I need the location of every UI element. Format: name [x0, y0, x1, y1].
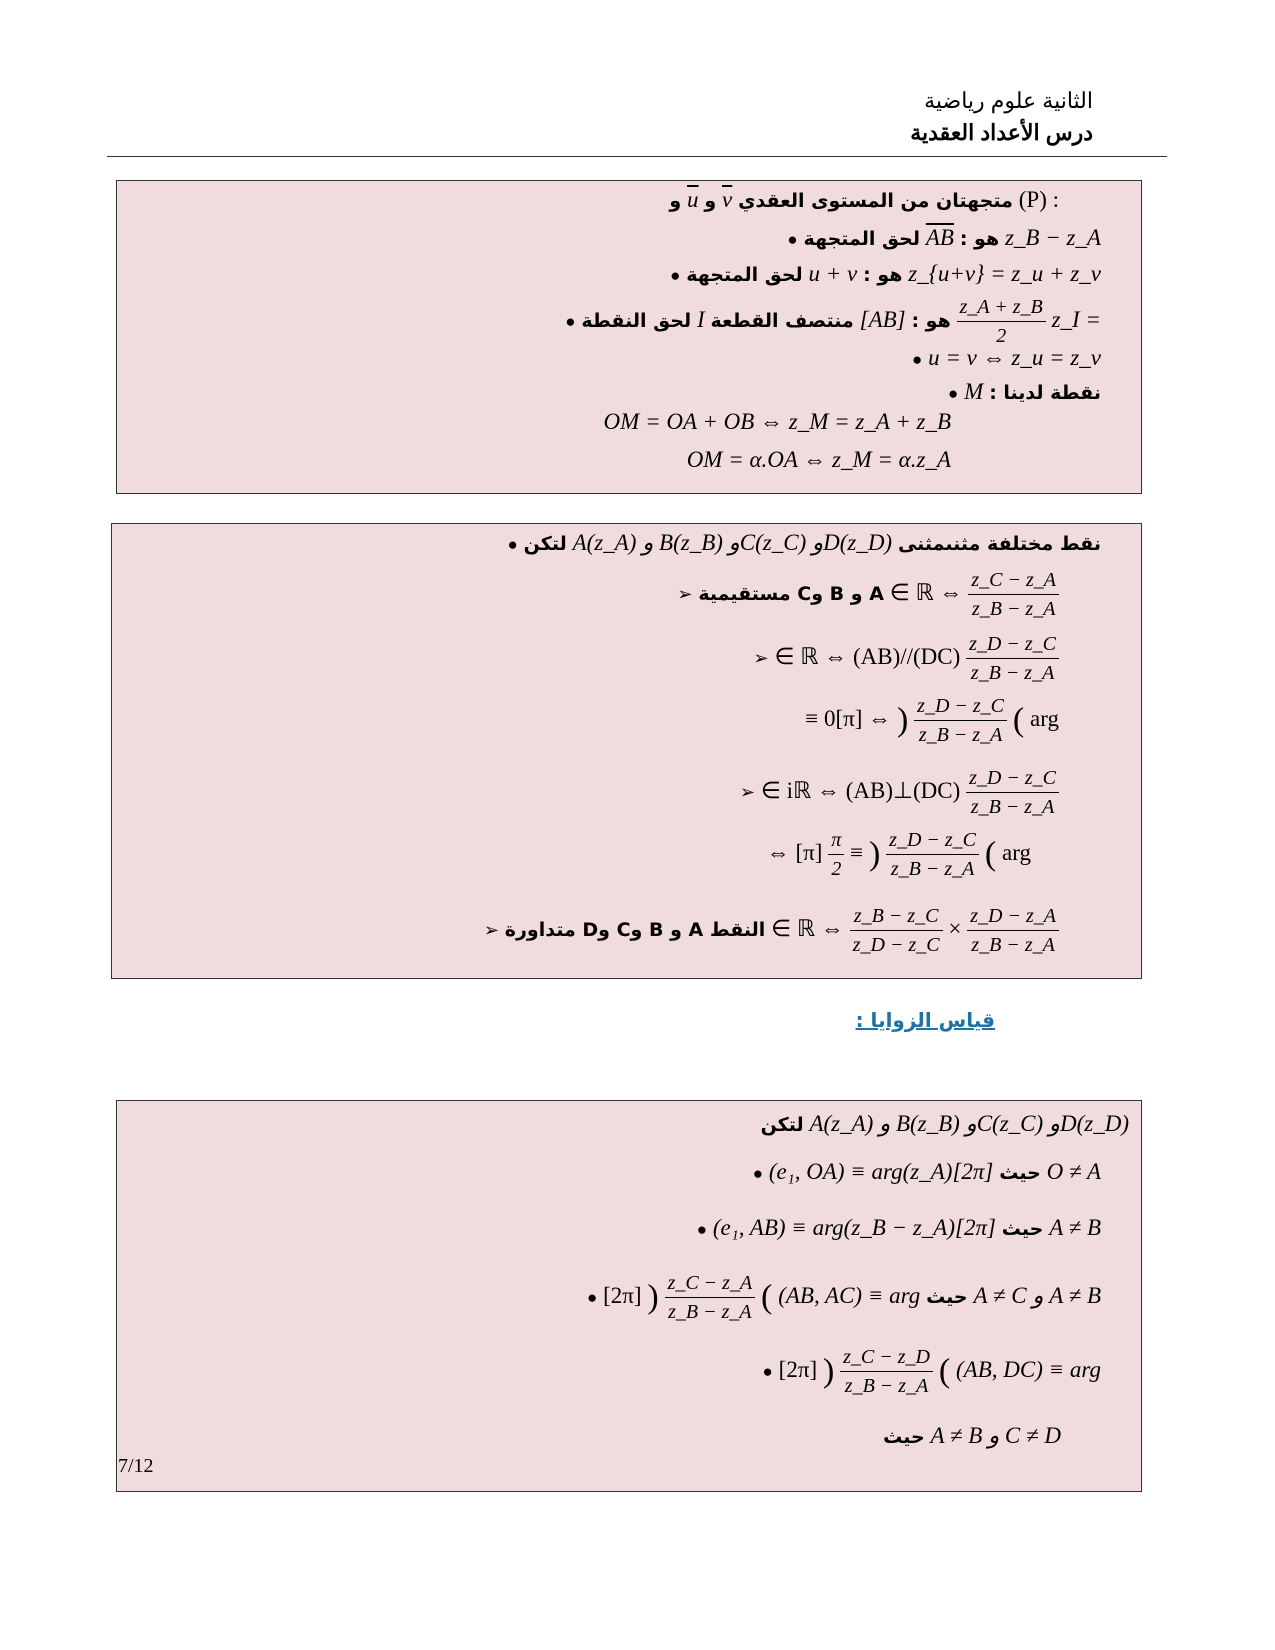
box2-row-arg-half-pi: ⇔ [π] $\frac{\pi}{2}$ ≡ ) $\frac{z\_D - z\_C}{z\_B - z\_A}$ ( arg [767, 826, 1031, 883]
box-angle-measures [116, 1100, 1142, 1492]
box3-item-4: ● [2π] ) $\frac{z\_C - z\_D}{z\_B - z\_A}$ ( (AB, DC) ≡ arg [763, 1343, 1101, 1400]
math-sum-affix: z_{u+v} = z_u + z_v [908, 261, 1101, 286]
box1-item-2: ● لحق المتجهة u + v هو : z_{u+v} = z_u + z_v [670, 261, 1101, 286]
box1-item-1: ● لحق المتجهة $\overline{AB}$ هو : z_B − z_A [787, 225, 1101, 250]
box1-v: $\overline{v}$ [722, 187, 733, 212]
vector-AB: $\overline{AB}$ [925, 225, 954, 250]
box1-u: $\overline{u}$ [687, 187, 699, 212]
box3-item-3: ● [2π] ) $\frac{z\_C - z\_A}{z\_B - z\_A}$ ( (AB, AC) ≡ arg حيث A ≠ C و A ≠ B [587, 1269, 1101, 1326]
header-level: الثانية علوم رياضية [924, 88, 1093, 113]
box2-intro: ● لتكن A(z_A) و B(z_B) وC(z_C) وD(z_D) نقط مختلفة مثنىمثنى [507, 530, 1101, 555]
box3-item-1: ● (e₁, OA) ≡ arg(z_A)[2π] حيث O ≠ A [752, 1159, 1101, 1184]
header-divider [107, 156, 1167, 157]
box-vector-affixes [116, 180, 1142, 494]
box2-row-collinear: ➢ A و B وC مستقيمية ∈ ℝ ⇔ $\frac{z\_C - z\_A}{z\_B - z\_A}$ [677, 566, 1059, 623]
fraction-perpendicular: $\frac{z\_D - z\_C}{z\_B - z\_A}$ [966, 764, 1059, 821]
fraction-midpoint: $\frac{z\_A + z\_B}{2}$ [957, 293, 1046, 350]
box2-row-parallel: ➢ ∈ ℝ ⇔ (AB)//(DC) $\frac{z\_D - z\_C}{z\_B - z\_A}$ [754, 630, 1059, 687]
math-vector-equality: u = v ⇔ z_u = z_v [928, 345, 1101, 370]
section-title-angles: قياس الزوايا : [855, 1008, 995, 1032]
box1-item-4: ● u = v ⇔ z_u = z_v [912, 345, 1101, 370]
box1-plane: (P) : [1018, 187, 1059, 212]
box3-intro: لتكن A(z_A) و B(z_B) وC(z_C) وD(z_D) [760, 1111, 1129, 1136]
box3-condition: حيث A ≠ B و C ≠ D [883, 1423, 1061, 1448]
box1-intro-waw: و [669, 190, 682, 212]
box1-eq-2: OM = α.OA ⇔ z_M = α.z_A [686, 447, 951, 472]
box2-row-perpendicular: ➢ ∈ iℝ ⇔ (AB)⊥(DC) $\frac{z\_D - z\_C}{z\_B - z\_A}$ [740, 764, 1059, 821]
box1-item-3: ● لحق النقطة I منتصف القطعة [AB] هو : $\frac{z\_A + z\_B}{2}$ z_I = [565, 293, 1101, 350]
box-geometry-conditions [111, 523, 1142, 979]
fraction-collinear: $\frac{z\_C - z\_A}{z\_B - z\_A}$ [968, 566, 1059, 623]
box1-intro: و $\overline{u}$ و $\overline{v}$ متجهتان من المستوى العقدي (P) : [669, 187, 1059, 212]
math-zB-zA: z_B − z_A [1004, 225, 1101, 250]
box2-row-concyclic: ➢ النقط A و B وC وD متداورة ∈ ℝ ⇔ $\frac{z\_B - z\_C}{z\_D - z\_C}$ × $\frac{z\_D - z\_A}{z\_B - z\_A}$ [484, 902, 1059, 959]
box2-row-arg-zero: ≡ 0[π] ⇔ ) $\frac{z\_D - z\_C}{z\_B - z\_A}$ ( arg [805, 692, 1059, 749]
box1-intro-text: متجهتان من المستوى العقدي [738, 190, 1013, 212]
fraction-parallel: $\frac{z\_D - z\_C}{z\_B - z\_A}$ [966, 630, 1059, 687]
box1-item-5: ● M نقطة لدينا : [948, 379, 1101, 404]
box1-eq-1: OM = OA + OB ⇔ z_M = z_A + z_B [603, 409, 951, 434]
header-lesson-title: درس الأعداد العقدية [910, 120, 1093, 145]
box3-item-2: ● (e₁, AB) ≡ arg(z_B − z_A)[2π] حيث A ≠ B [696, 1215, 1101, 1240]
page-number: 7/12 [118, 1455, 154, 1477]
